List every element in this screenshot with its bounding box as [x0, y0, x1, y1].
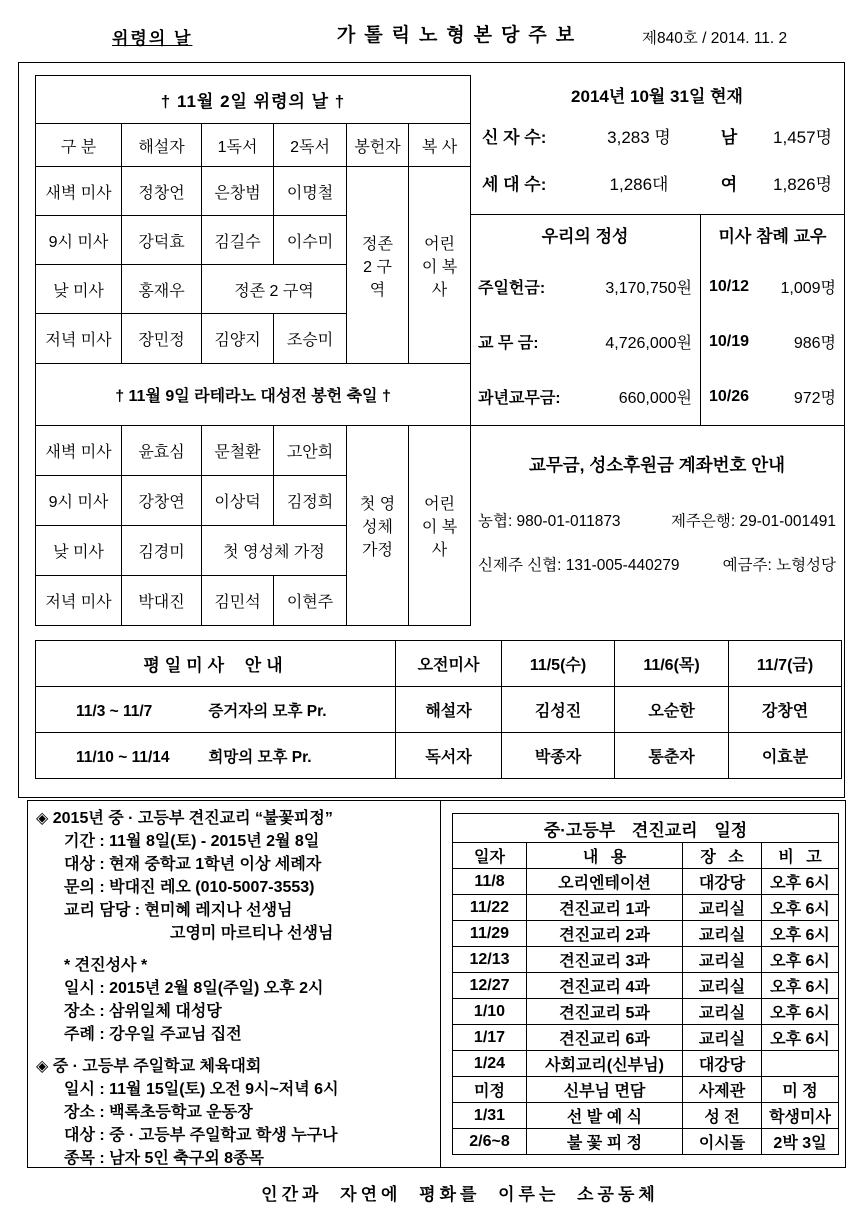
table-row — [453, 1129, 839, 1155]
table-row — [453, 895, 839, 921]
announcement-line: 장소 : 백록초등학교 운동장 — [64, 1104, 253, 1121]
offering-column — [470, 215, 701, 425]
announcements-panel — [28, 801, 441, 1167]
content-cell: 견진교리 6과 — [527, 1025, 683, 1051]
date-cell: 12/13 — [453, 947, 527, 973]
issue-number: 제840호 / 2014. 11. 2 — [642, 30, 788, 47]
col-header: 1독서 — [202, 124, 274, 167]
account-nonghyup: 농협: 980-01-011873 — [478, 513, 621, 530]
name-cell: 오순한 — [615, 687, 729, 733]
content-cell: 오리엔테이션 — [527, 869, 683, 895]
content-cell: 신부님 면담 — [527, 1077, 683, 1103]
mass-name-cell: 9시 미사 — [36, 476, 122, 526]
commentator-cell: 홍재우 — [122, 265, 202, 314]
reader1-cell: 문철환 — [202, 426, 274, 476]
table-row — [453, 869, 839, 895]
date-cell: 1/31 — [453, 1103, 527, 1129]
praesidium-name: 증거자의 모후 Pr. — [208, 702, 327, 720]
offering-label: 과년교무금: — [478, 390, 561, 407]
readers-merged-cell: 정존 2 구역 — [202, 265, 347, 314]
weekday-table — [35, 640, 842, 779]
commentator-cell: 강창연 — [122, 476, 202, 526]
col-header: 11/5(수) — [502, 641, 615, 687]
announcement-line: ◈ 중 · 고등부 주일학교 체육대회 — [36, 1058, 262, 1075]
offering-label: 주일헌금: — [478, 280, 546, 297]
reader2-cell: 이현주 — [274, 576, 347, 626]
nov2-title: † 11월 2일 위령의 날 † — [36, 76, 471, 124]
mass-name-cell: 새벽 미사 — [36, 426, 122, 476]
account-shinhyup: 신제주 신협: 131-005-440279 — [478, 557, 680, 574]
offering-row — [470, 259, 700, 314]
table-row — [453, 843, 839, 869]
table-row — [453, 1025, 839, 1051]
col-header: 11/7(금) — [729, 641, 842, 687]
content-cell: 견진교리 3과 — [527, 947, 683, 973]
col-header: 해설자 — [122, 124, 202, 167]
date-cell: 11/29 — [453, 921, 527, 947]
altar-server-cell: 어린이 복사 — [409, 426, 471, 626]
date-cell: 미정 — [453, 1077, 527, 1103]
note-cell — [762, 1051, 839, 1077]
content-cell: 견진교리 2과 — [527, 921, 683, 947]
table-row — [36, 76, 471, 124]
male-value: 1,457명 — [773, 128, 832, 147]
week-period-cell — [36, 687, 396, 733]
table-row — [36, 124, 471, 167]
note-cell: 2박 3일 — [762, 1129, 839, 1155]
place-cell: 교리실 — [683, 1025, 762, 1051]
note-cell: 오후 6시 — [762, 895, 839, 921]
account-title: 교무금, 성소후원금 계좌번호 안내 — [528, 455, 786, 475]
note-cell: 오후 6시 — [762, 1025, 839, 1051]
attendance-row — [701, 314, 844, 369]
col-header: 봉헌자 — [347, 124, 409, 167]
commentator-cell: 김경미 — [122, 526, 202, 576]
mass-name-cell: 낮 미사 — [36, 526, 122, 576]
date-cell: 11/22 — [453, 895, 527, 921]
content-cell: 견진교리 1과 — [527, 895, 683, 921]
col-header: 구 분 — [36, 124, 122, 167]
altar-server-cell: 어린이 복사 — [409, 167, 471, 364]
table-row — [36, 364, 471, 426]
offering-value: 3,170,750원 — [605, 280, 692, 297]
col-header: 2독서 — [274, 124, 347, 167]
weekday-title: 평일미사 안내 — [36, 641, 396, 687]
reader2-cell: 고안희 — [274, 426, 347, 476]
mass-name-cell: 9시 미사 — [36, 216, 122, 265]
census-section — [470, 75, 844, 215]
attendance-count: 972명 — [793, 390, 836, 407]
believers-row — [470, 123, 844, 148]
name-cell: 김성진 — [502, 687, 615, 733]
nov9-title: † 11월 9일 라테라노 대성전 봉헌 축일 † — [36, 364, 471, 426]
note-cell: 오후 6시 — [762, 921, 839, 947]
offering-row — [470, 369, 700, 424]
parish-motto: 인간과 자연에 평화를 이루는 소공동체 — [261, 1185, 659, 1204]
col-header: 내 용 — [527, 843, 683, 869]
catechesis-panel — [441, 801, 845, 1167]
census-date: 2014년 10월 31일 현재 — [571, 87, 743, 106]
offertory-cell: 정존 2 구역 — [347, 167, 409, 364]
readers-merged-cell: 첫 영성체 가정 — [202, 526, 347, 576]
announcement-line: 주례 : 강우일 주교님 집전 — [64, 1026, 242, 1043]
date-cell: 11/8 — [453, 869, 527, 895]
account-row — [470, 553, 844, 575]
table-row — [453, 1051, 839, 1077]
note-cell: 학생미사 — [762, 1103, 839, 1129]
weekday-mass-table — [35, 640, 842, 779]
female-value: 1,826명 — [773, 175, 832, 194]
reader2-cell: 김정희 — [274, 476, 347, 526]
believers-label: 신 자 수: — [482, 128, 547, 147]
note-cell: 오후 6시 — [762, 999, 839, 1025]
households-label: 세 대 수: — [482, 175, 547, 194]
place-cell: 교리실 — [683, 921, 762, 947]
believers-value: 3,283 명 — [607, 128, 671, 147]
place-cell: 교리실 — [683, 999, 762, 1025]
table-row — [36, 426, 471, 476]
table-row — [36, 733, 842, 779]
commentator-cell: 윤효심 — [122, 426, 202, 476]
attendance-row — [701, 259, 844, 314]
note-cell: 오후 6시 — [762, 973, 839, 999]
reader2-cell: 이수미 — [274, 216, 347, 265]
attendance-title: 미사 참례 교우 — [718, 227, 827, 246]
reader1-cell: 은창범 — [202, 167, 274, 216]
announcement-line: 대상 : 중 · 고등부 주일학교 학생 누구나 — [64, 1127, 338, 1144]
place-cell: 성 전 — [683, 1103, 762, 1129]
mass-table — [35, 75, 471, 626]
mass-assignment-table — [35, 75, 471, 626]
commentator-cell: 강덕효 — [122, 216, 202, 265]
table-row — [36, 641, 842, 687]
content-cell: 사회교리(신부님) — [527, 1051, 683, 1077]
attendance-count: 986명 — [793, 335, 836, 352]
place-cell: 대강당 — [683, 869, 762, 895]
table-row — [453, 973, 839, 999]
table-row — [453, 999, 839, 1025]
name-cell: 이효분 — [729, 733, 842, 779]
mass-name-cell: 저녁 미사 — [36, 314, 122, 364]
col-header: 장 소 — [683, 843, 762, 869]
table-row — [453, 1103, 839, 1129]
date-range: 11/3 ~ 11/7 — [76, 702, 153, 720]
praesidium-name: 희망의 모후 Pr. — [208, 748, 312, 766]
table-row — [453, 947, 839, 973]
mass-name-cell: 낮 미사 — [36, 265, 122, 314]
reader1-cell: 김양지 — [202, 314, 274, 364]
bottom-section-box — [27, 800, 846, 1168]
note-cell: 미 정 — [762, 1077, 839, 1103]
col-header: 일자 — [453, 843, 527, 869]
households-value: 1,286대 — [609, 175, 669, 194]
offering-attendance-section — [470, 215, 844, 426]
place-cell: 사제관 — [683, 1077, 762, 1103]
note-cell: 오후 6시 — [762, 947, 839, 973]
feast-label: 위령의 날 — [112, 29, 193, 48]
place-cell: 교리실 — [683, 895, 762, 921]
offering-title: 우리의 정성 — [541, 227, 629, 246]
households-row — [470, 170, 844, 195]
offering-label: 교 무 금: — [478, 335, 539, 352]
week-period-cell — [36, 733, 396, 779]
table-row — [453, 814, 839, 843]
announcement-line: 일시 : 11월 15일(토) 오전 9시~저녁 6시 — [64, 1081, 339, 1098]
parish-stats-panel — [470, 75, 844, 625]
col-header: 11/6(목) — [615, 641, 729, 687]
role-cell: 독서자 — [396, 733, 502, 779]
content-cell: 견진교리 4과 — [527, 973, 683, 999]
date-cell: 1/17 — [453, 1025, 527, 1051]
announcement-line: * 견진성사 * — [64, 957, 148, 974]
content-cell: 불 꽃 피 정 — [527, 1129, 683, 1155]
attendance-row — [701, 369, 844, 424]
name-cell: 박종자 — [502, 733, 615, 779]
commentator-cell: 박대진 — [122, 576, 202, 626]
offertory-cell: 첫 영성체 가정 — [347, 426, 409, 626]
offering-value: 4,726,000원 — [605, 335, 692, 352]
bulletin-title: 가톨릭노형본당주보 — [336, 25, 584, 46]
attendance-count: 1,009명 — [780, 280, 836, 297]
place-cell: 이시돌 — [683, 1129, 762, 1155]
attendance-date: 10/19 — [709, 332, 750, 350]
catechesis-schedule — [452, 813, 839, 1155]
commentator-cell: 장민정 — [122, 314, 202, 364]
mass-name-cell: 새벽 미사 — [36, 167, 122, 216]
announcement-line: 문의 : 박대진 레오 (010-5007-3553) — [64, 879, 315, 896]
table-row — [36, 687, 842, 733]
name-cell: 강창연 — [729, 687, 842, 733]
reader2-cell: 조승미 — [274, 314, 347, 364]
place-cell: 교리실 — [683, 973, 762, 999]
announcement-line: 종목 : 남자 5인 축구외 8종목 — [64, 1150, 264, 1167]
catechesis-table — [452, 813, 839, 1155]
attendance-date: 10/12 — [709, 277, 750, 295]
commentator-cell: 정창언 — [122, 167, 202, 216]
reader1-cell: 김민석 — [202, 576, 274, 626]
announcement-line: 기간 : 11월 8일(토) - 2015년 2월 8일 — [64, 833, 320, 850]
date-cell: 2/6~8 — [453, 1129, 527, 1155]
account-row — [470, 509, 844, 531]
table-row — [453, 1077, 839, 1103]
account-jejubank: 제주은행: 29-01-001491 — [670, 513, 836, 530]
announcement-line: 고영미 마르티나 선생님 — [170, 925, 334, 942]
male-label: 남 — [720, 128, 738, 147]
announcement-line: 일시 : 2015년 2월 8일(주일) 오후 2시 — [64, 980, 324, 997]
catechesis-title: 중·고등부 견진교리 일정 — [453, 814, 839, 843]
content-cell: 선 발 예 식 — [527, 1103, 683, 1129]
reader1-cell: 이상덕 — [202, 476, 274, 526]
offering-value: 660,000원 — [618, 390, 692, 407]
reader1-cell: 김길수 — [202, 216, 274, 265]
account-section — [470, 426, 844, 625]
date-range: 11/10 ~ 11/14 — [76, 748, 170, 766]
announcement-line: 교리 담당 : 현미혜 레지나 선생님 — [64, 902, 293, 919]
date-cell: 1/24 — [453, 1051, 527, 1077]
announcement-line: ◈ 2015년 중 · 고등부 견진교리 “불꽃피정” — [36, 810, 333, 827]
mass-name-cell: 저녁 미사 — [36, 576, 122, 626]
place-cell: 대강당 — [683, 1051, 762, 1077]
name-cell: 통춘자 — [615, 733, 729, 779]
attendance-date: 10/26 — [709, 387, 750, 405]
date-cell: 12/27 — [453, 973, 527, 999]
attendance-column — [701, 215, 844, 425]
table-row — [36, 167, 471, 216]
date-cell: 1/10 — [453, 999, 527, 1025]
col-header: 오전미사 — [396, 641, 502, 687]
note-cell: 오후 6시 — [762, 869, 839, 895]
content-cell: 견진교리 5과 — [527, 999, 683, 1025]
place-cell: 교리실 — [683, 947, 762, 973]
female-label: 여 — [720, 175, 738, 194]
role-cell: 해설자 — [396, 687, 502, 733]
col-header: 복 사 — [409, 124, 471, 167]
reader2-cell: 이명철 — [274, 167, 347, 216]
table-row — [453, 921, 839, 947]
offering-row — [470, 314, 700, 369]
col-header: 비 고 — [762, 843, 839, 869]
account-holder: 예금주: 노형성당 — [722, 557, 836, 574]
announcement-line: 대상 : 현재 중학교 1학년 이상 세례자 — [64, 856, 322, 873]
announcement-line: 장소 : 삼위일체 대성당 — [64, 1003, 222, 1020]
